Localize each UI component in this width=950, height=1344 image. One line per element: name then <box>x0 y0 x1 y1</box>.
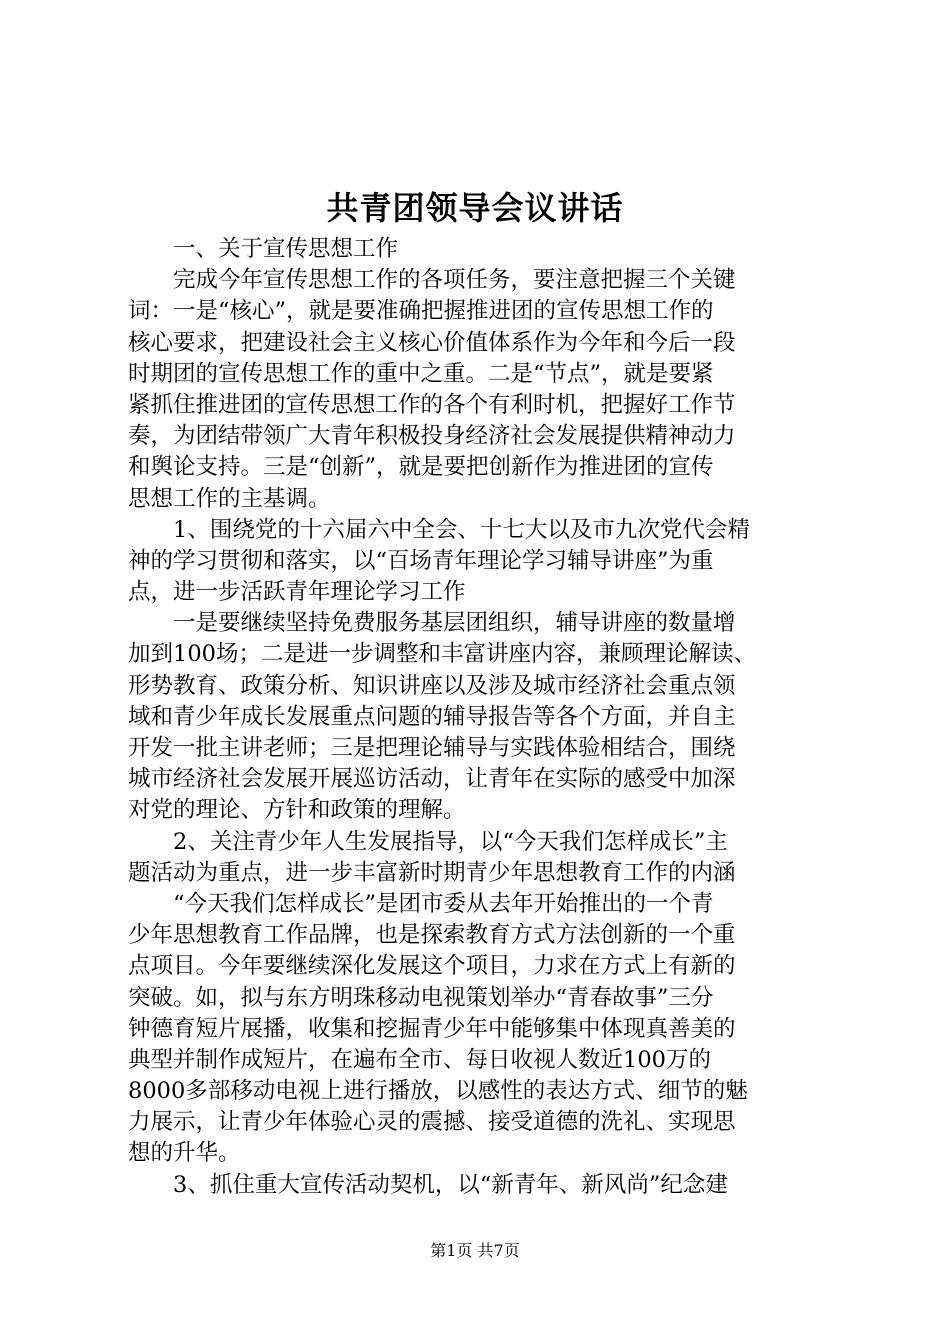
text-line: 和舆论支持。三是“创新”，就是要把创新作为推进团的宣传 <box>128 454 714 481</box>
text-line: 2、关注青少年人生发展指导，以“今天我们怎样成长”主 <box>128 828 728 855</box>
text-line: 少年思想教育工作品牌，也是探索教育方式方法创新的一个重 <box>128 922 736 949</box>
text-line: 1、围绕党的十六届六中全会、十七大以及市九次党代会精 <box>128 516 750 543</box>
text-line: 一、关于宣传思想工作 <box>128 236 399 262</box>
text-line: 加到100场；二是进一步调整和丰富讲座内容，兼顾理论解读、 <box>128 641 756 668</box>
text-line: 8000多部移动电视上进行播放，以感性的表达方式、细节的魅 <box>128 1078 748 1105</box>
text-line: 城市经济社会发展开展巡访活动，让青年在实际的感受中加深 <box>128 766 736 793</box>
text-line: 点项目。今年要继续深化发展这个项目，力求在方式上有新的 <box>128 953 736 980</box>
text-line: 思想工作的主基调。 <box>128 485 331 512</box>
text-line: 3、抓住重大宣传活动契机，以“新青年、新风尚”纪念建 <box>128 1171 728 1198</box>
text-line: 一是要继续坚持免费服务基层团组织，辅导讲座的数量增 <box>128 610 736 637</box>
text-line: 典型并制作成短片，在遍布全市、每日收视人数近100万的 <box>128 1046 711 1073</box>
text-line: 突破。如，拟与东方明珠移动电视策划举办“青春故事”三分 <box>128 984 714 1011</box>
text-line: 核心要求，把建设社会主义核心价值体系作为今年和今后一段 <box>128 329 736 356</box>
page-footer: 第1页 共7页 <box>430 1241 520 1260</box>
text-line: 开发一批主讲老师；三是把理论辅导与实践体验相结合，围绕 <box>128 735 736 761</box>
document-body <box>128 234 868 1201</box>
text-line: 对党的理论、方针和政策的理解。 <box>128 797 466 824</box>
text-line: 域和青少年成长发展重点问题的辅导报告等各个方面，并自主 <box>128 703 736 730</box>
document-title: 共青团领导会议讲话 <box>326 189 624 227</box>
text-line: 点，进一步活跃青年理论学习工作 <box>128 579 466 606</box>
text-line: 神的学习贯彻和落实，以“百场青年理论学习辅导讲座”为重 <box>128 547 714 574</box>
text-line: 想的升华。 <box>128 1140 241 1167</box>
text-line: 力展示，让青少年体验心灵的震撼、接受道德的洗礼、实现思 <box>128 1109 736 1136</box>
text-line: 词：一是“核心”，就是要准确把握推进团的宣传思想工作的 <box>128 298 714 325</box>
text-line: 时期团的宣传思想工作的重中之重。二是“节点”，就是要紧 <box>128 360 714 387</box>
text-line: 紧抓住推进团的宣传思想工作的各个有利时机，把握好工作节 <box>128 391 736 418</box>
text-line: 题活动为重点，进一步丰富新时期青少年思想教育工作的内涵 <box>128 859 736 886</box>
text-line: “今天我们怎样成长”是团市委从去年开始推出的一个青 <box>128 890 714 917</box>
text-line: 完成今年宣传思想工作的各项任务，要注意把握三个关键 <box>128 267 736 294</box>
text-line: 形势教育、政策分析、知识讲座以及涉及城市经济社会重点领 <box>128 672 736 699</box>
text-line: 奏，为团结带领广大青年积极投身经济社会发展提供精神动力 <box>128 423 736 450</box>
text-line: 钟德育短片展播，收集和挖掘青少年中能够集中体现真善美的 <box>128 1015 736 1042</box>
